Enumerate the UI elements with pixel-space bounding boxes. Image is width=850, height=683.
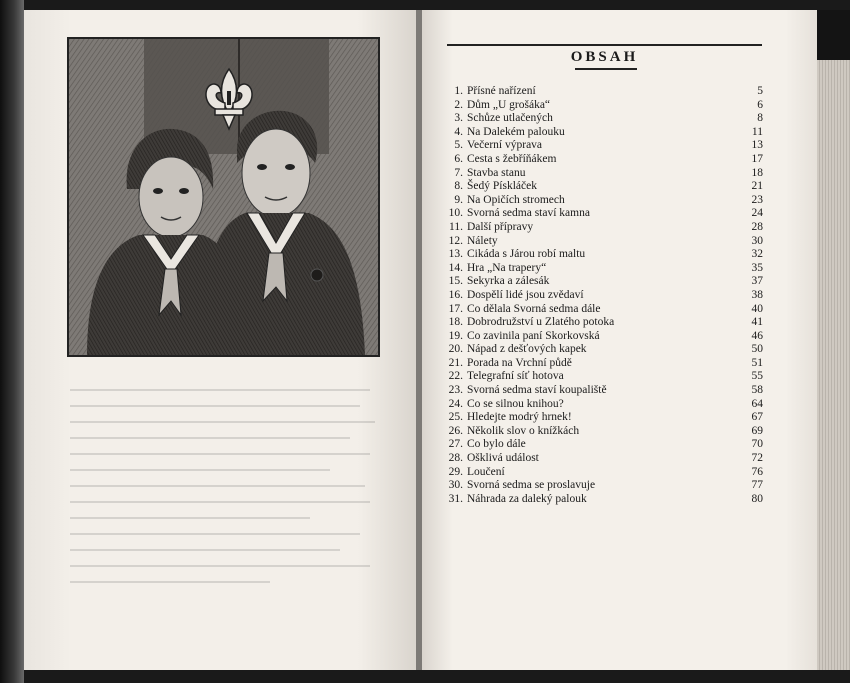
toc-entry-number: 4. (454, 125, 463, 138)
toc-entry-page: 30 (751, 234, 763, 247)
toc-entry (447, 153, 763, 167)
toc-entry-number: 12. (448, 234, 463, 247)
toc-entry-page: 40 (751, 302, 763, 315)
toc-heading-underline (575, 68, 637, 70)
toc-entry-number: 7. (454, 166, 463, 179)
toc-entry (447, 466, 763, 480)
scouts-illustration (67, 37, 380, 357)
toc-entry-title: Svorná sedma se proslavuje (467, 479, 596, 492)
toc-entry-title: Na Opičích stromech (467, 193, 565, 206)
toc-entry-title: Hledejte modrý hrnek! (467, 411, 572, 424)
toc-entry (447, 398, 763, 412)
toc-entry (447, 357, 763, 371)
toc-entry-title: Co bylo dále (467, 438, 526, 451)
page-edges (817, 60, 850, 670)
toc-entry-title: Další přípravy (467, 220, 534, 233)
toc-entry (447, 384, 763, 398)
toc-entry-page: 76 (751, 465, 763, 478)
toc-entry-page: 41 (751, 316, 763, 329)
toc-entry-page: 5 (757, 85, 763, 97)
toc-entry-page: 46 (751, 329, 763, 342)
toc-entry-number: 13. (448, 248, 463, 261)
toc-entry (447, 99, 763, 113)
toc-entry-page: 55 (751, 370, 763, 383)
toc-entry-title: Hra „Na trapery“ (467, 261, 547, 274)
toc-entry-page: 18 (751, 166, 763, 179)
toc-entry-title: Nálety (467, 234, 498, 247)
toc-entry-number: 21. (448, 356, 463, 369)
toc-entry-number: 1. (454, 85, 463, 97)
toc-entry-title: Telegrafní síť hotova (467, 370, 564, 383)
toc-entry (447, 221, 763, 235)
toc-entry-number: 27. (448, 438, 463, 451)
toc-entry-title: Svorná sedma staví kamna (467, 207, 590, 220)
toc-list (447, 85, 763, 506)
toc-entry (447, 452, 763, 466)
toc-entry (447, 262, 763, 276)
toc-entry-number: 2. (454, 98, 463, 111)
toc-entry (447, 303, 763, 317)
background-corner (817, 10, 850, 60)
toc-entry-title: Několik slov o knížkách (467, 424, 580, 437)
toc-entry-number: 3. (454, 112, 463, 125)
toc-entry-page: 50 (751, 343, 763, 356)
toc-entry-page: 28 (751, 220, 763, 233)
toc-entry-number: 26. (448, 424, 463, 437)
toc-entry-page: 23 (751, 193, 763, 206)
toc-entry-number: 15. (448, 275, 463, 288)
toc-entry-title: Loučení (467, 465, 505, 478)
toc-entry-title: Schůze utlačených (467, 112, 553, 125)
toc-entry-title: Stavba stanu (467, 166, 526, 179)
toc-entry-page: 77 (751, 479, 763, 492)
toc-entry-page: 6 (757, 98, 763, 111)
toc-entry-page: 11 (751, 125, 763, 138)
toc-entry-number: 30. (448, 479, 463, 492)
toc-entry-number: 11. (449, 220, 463, 233)
toc-entry-title: Nápad z dešťových kapek (467, 343, 587, 356)
toc-entry (447, 85, 763, 99)
toc-entry-title: Náhrada za daleký palouk (467, 492, 587, 505)
toc-entry (447, 438, 763, 452)
toc-entry-title: Cikáda s Járou robí maltu (467, 248, 586, 261)
book-gutter (416, 10, 422, 670)
toc-entry-page: 64 (751, 397, 763, 410)
toc-entry (447, 139, 763, 153)
toc-entry-number: 20. (448, 343, 463, 356)
toc-entry (447, 289, 763, 303)
toc-entry-number: 8. (454, 180, 463, 193)
toc-entry-title: Šedý Pískláček (467, 180, 537, 193)
toc-entry-page: 13 (751, 139, 763, 152)
toc-entry (447, 167, 763, 181)
toc-entry-title: Co dělala Svorná sedma dále (467, 302, 601, 315)
toc-entry-page: 51 (751, 356, 763, 369)
toc-entry (447, 235, 763, 249)
toc-entry-number: 9. (454, 193, 463, 206)
toc-entry-page: 80 (751, 492, 763, 505)
toc-entry-number: 31. (448, 492, 463, 505)
toc-entry-number: 19. (448, 329, 463, 342)
toc-entry (447, 180, 763, 194)
toc-entry-title: Svorná sedma staví koupaliště (467, 384, 607, 397)
toc-entry-number: 5. (454, 139, 463, 152)
toc-entry-page: 69 (751, 424, 763, 437)
toc-entry-title: Porada na Vrchní půdě (467, 356, 572, 369)
toc-entry-page: 37 (751, 275, 763, 288)
toc-entry-title: Co zavinila paní Skorkovská (467, 329, 600, 342)
toc-entry-number: 29. (448, 465, 463, 478)
toc-entry-page: 32 (751, 248, 763, 261)
toc-entry (447, 207, 763, 221)
toc-entry-page: 8 (757, 112, 763, 125)
toc-entry-page: 24 (751, 207, 763, 220)
toc-entry-page: 72 (751, 452, 763, 465)
toc-entry-page: 67 (751, 411, 763, 424)
toc-entry-page: 35 (751, 261, 763, 274)
toc-entry-page: 58 (751, 384, 763, 397)
toc-entry (447, 330, 763, 344)
toc-entry-number: 23. (448, 384, 463, 397)
toc-entry-title: Přísné nařízení (467, 85, 536, 97)
toc-entry-page: 70 (751, 438, 763, 451)
toc-entry-title: Cesta s žebříňákem (467, 152, 557, 165)
toc-entry (447, 194, 763, 208)
toc-entry-number: 14. (448, 261, 463, 274)
toc-entry (447, 493, 763, 507)
toc-entry-number: 22. (448, 370, 463, 383)
toc-entry (447, 126, 763, 140)
toc-entry (447, 112, 763, 126)
toc-heading: OBSAH (570, 49, 639, 65)
toc-entry-title: Ošklivá událost (467, 452, 539, 465)
toc-entry-title: Co se silnou knihou? (467, 397, 564, 410)
toc-entry-title: Dospělí lidé jsou zvědaví (467, 288, 584, 301)
toc-entry (447, 316, 763, 330)
toc-entry (447, 275, 763, 289)
toc-entry (447, 343, 763, 357)
toc-entry-number: 18. (448, 316, 463, 329)
toc-entry-number: 16. (448, 288, 463, 301)
book-spine-left (0, 0, 24, 683)
toc-entry-title: Dobrodružství u Zlatého potoka (467, 316, 615, 329)
toc-entry-number: 28. (448, 452, 463, 465)
toc-top-rule (447, 44, 762, 46)
toc-entry-title: Dům „U grošáka“ (467, 98, 551, 111)
toc-entry-number: 17. (448, 302, 463, 315)
toc-entry-title: Na Dalekém palouku (467, 125, 565, 138)
toc-entry-number: 6. (454, 152, 463, 165)
toc-entry (447, 479, 763, 493)
toc-entry-page: 17 (751, 152, 763, 165)
bleed-through-text (70, 380, 390, 610)
toc-entry (447, 411, 763, 425)
toc-entry (447, 248, 763, 262)
toc-entry-number: 25. (448, 411, 463, 424)
toc-entry-title: Večerní výprava (467, 139, 543, 152)
toc-entry-number: 24. (448, 397, 463, 410)
toc-entry-title: Sekyrka a zálesák (467, 275, 550, 288)
toc-entry (447, 425, 763, 439)
toc-entry-page: 38 (751, 288, 763, 301)
toc-entry-page: 21 (751, 180, 763, 193)
toc-entry (447, 370, 763, 384)
toc-entry-number: 10. (448, 207, 463, 220)
